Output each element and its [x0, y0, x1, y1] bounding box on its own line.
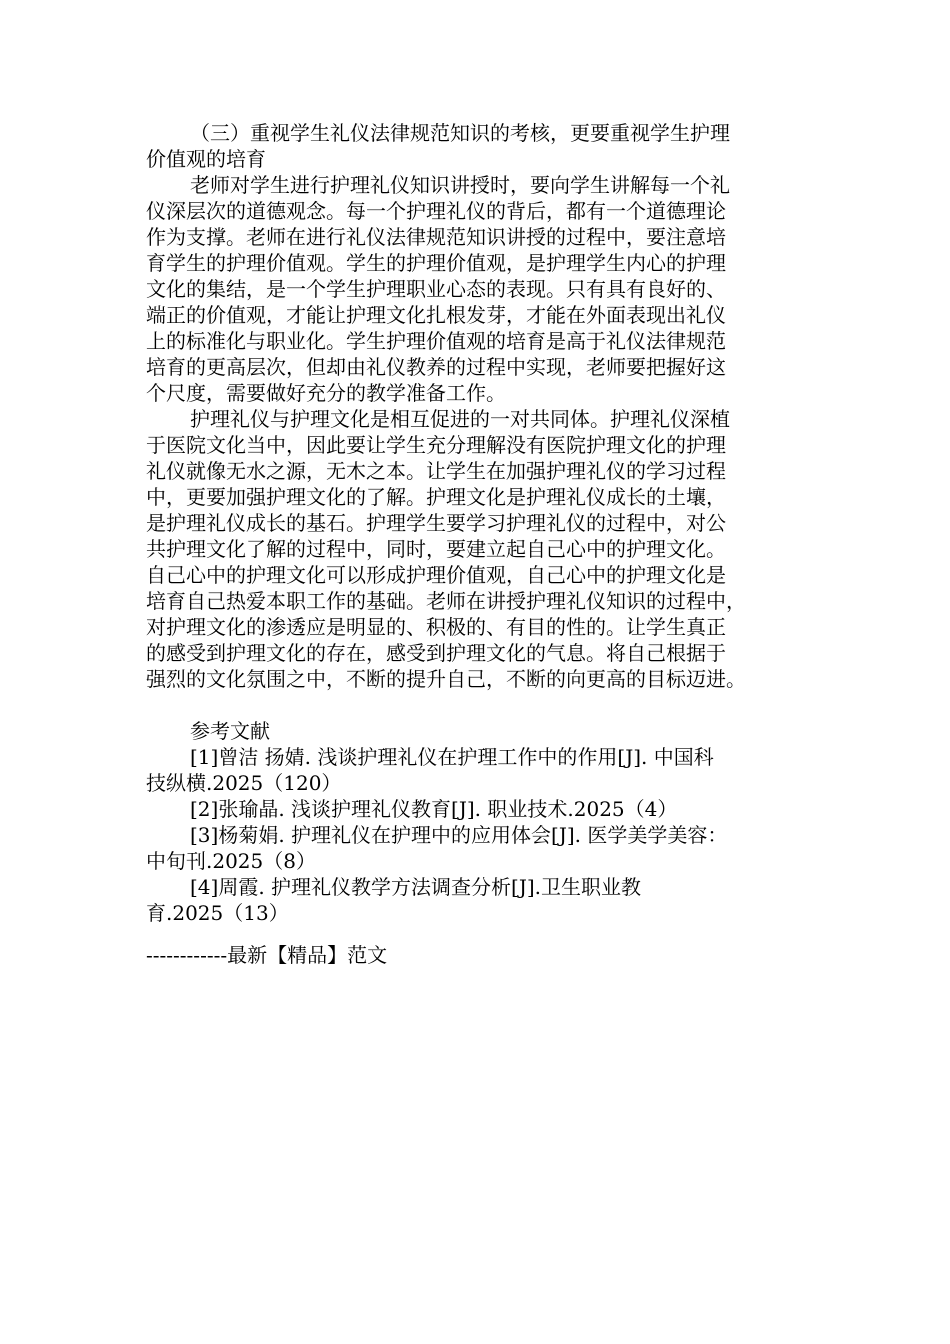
reference-line: [3]杨菊娟. 护理礼仪在护理中的应用体会[J]. 医学美学美容：	[190, 823, 728, 847]
paragraph-culture	[146, 406, 806, 692]
paragraph-line: 仪深层次的道德观念。每一个护理礼仪的背后，都有一个道德理论	[146, 199, 726, 223]
paragraph-line: 是护理礼仪成长的基石。护理学生要学习护理礼仪的过程中，对公	[146, 511, 726, 535]
paragraph-line: 于医院文化当中，因此要让学生充分理解没有医院护理文化的护理	[146, 433, 726, 457]
reference-line-continued: 中旬刊.2025（8）	[146, 849, 316, 873]
references-heading: 参考文献	[190, 719, 270, 743]
paragraph-line: 礼仪就像无水之源，无木之本。让学生在加强护理礼仪的学习过程	[146, 459, 726, 483]
reference-line-continued: 技纵横.2025（120）	[146, 771, 342, 795]
paragraph-line: 护理礼仪与护理文化是相互促进的一对共同体。护理礼仪深植	[190, 407, 730, 431]
footer-text: ------------最新【精品】范文	[146, 943, 388, 967]
reference-item	[146, 796, 806, 822]
paragraph-line: 育学生的护理价值观。学生的护理价值观，是护理学生内心的护理	[146, 251, 726, 275]
reference-line: [1]曾洁 扬婧. 浅谈护理礼仪在护理工作中的作用[J]. 中国科	[190, 745, 714, 769]
paragraph-line: 自己心中的护理文化可以形成护理价值观，自己心中的护理文化是	[146, 563, 726, 587]
reference-item	[146, 874, 806, 926]
paragraph-line: 作为支撑。老师在进行礼仪法律规范知识讲授的过程中，要注意培	[146, 225, 726, 249]
reference-line-continued: 育.2025（13）	[146, 901, 289, 925]
paragraph-line: 对护理文化的渗透应是明显的、积极的、有目的性的。让学生真正	[146, 615, 726, 639]
paragraph-line: 老师对学生进行护理礼仪知识讲授时，要向学生讲解每一个礼	[190, 173, 730, 197]
reference-item	[146, 744, 806, 796]
paragraph-line: 的感受到护理文化的存在，感受到护理文化的气息。将自己根据于	[146, 641, 726, 665]
reference-list	[146, 744, 806, 926]
reference-line: [4]周霞. 护理礼仪教学方法调查分析[J].卫生职业教	[190, 875, 642, 899]
paragraph-line: 强烈的文化氛围之中，不断的提升自己，不断的向更高的目标迈进。	[146, 667, 746, 691]
document-body	[146, 120, 806, 926]
paragraph-line: 培育自己热爱本职工作的基础。老师在讲授护理礼仪知识的过程中，	[146, 589, 746, 613]
paragraph-line: 端正的价值观，才能让护理文化扎根发芽，才能在外面表现出礼仪	[146, 303, 726, 327]
paragraph-line: 中，更要加强护理文化的了解。护理文化是护理礼仪成长的土壤，	[146, 485, 726, 509]
paragraph-line: 个尺度，需要做好充分的教学准备工作。	[146, 381, 506, 405]
paragraph-line: 文化的集结，是一个学生护理职业心态的表现。只有具有良好的、	[146, 277, 726, 301]
paragraph-line: 共护理文化了解的过程中，同时，要建立起自己心中的护理文化。	[146, 537, 726, 561]
reference-line: [2]张瑜晶. 浅谈护理礼仪教育[J]. 职业技术.2025（4）	[190, 797, 678, 821]
spacer	[146, 692, 806, 718]
paragraph-values	[146, 172, 806, 406]
paragraph-line: 上的标准化与职业化。学生护理价值观的培育是高于礼仪法律规范	[146, 329, 726, 353]
section-heading-continued: 价值观的培育	[146, 147, 266, 171]
paragraph-line: 培育的更高层次，但却由礼仪教养的过程中实现，老师要把握好这	[146, 355, 726, 379]
reference-item	[146, 822, 806, 874]
section-heading: （三）重视学生礼仪法律规范知识的考核，更要重视学生护理	[190, 121, 730, 145]
